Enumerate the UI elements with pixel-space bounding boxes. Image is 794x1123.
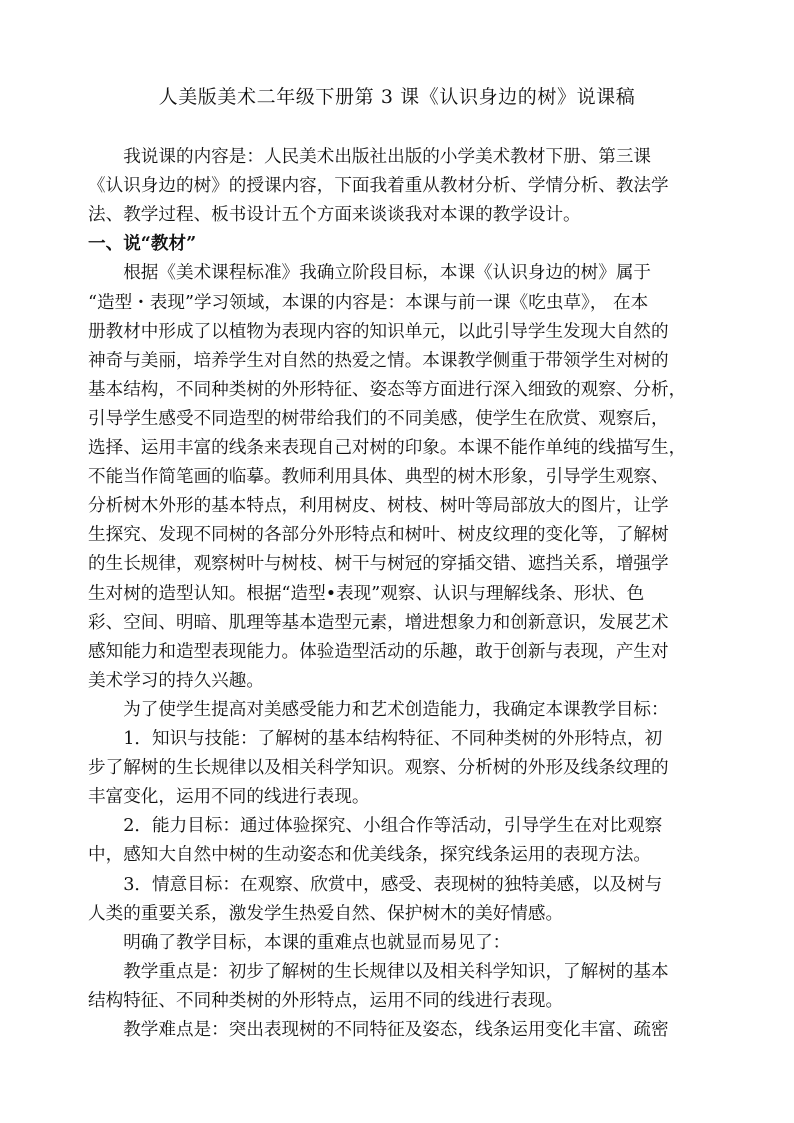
paragraph-line: 人类的重要关系，激发学生热爱自然、保护树木的美好情感。 bbox=[88, 903, 564, 924]
paragraph-line: 生探究、发现不同树的各部分外形特点和树叶、树皮纹理的变化等，了解树 bbox=[88, 525, 669, 546]
paragraph-line: 丰富变化，运用不同的线进行表现。 bbox=[88, 787, 370, 808]
paragraph-line: 册教材中形成了以植物为表现内容的知识单元，以此引导学生发现大自然的 bbox=[88, 321, 669, 342]
paragraph-line: 美术学习的持久兴趣。 bbox=[88, 670, 264, 691]
paragraph-line: 感知能力和造型表现能力。体验造型活动的乐趣，敢于创新与表现，产生对 bbox=[88, 641, 669, 662]
paragraph-line: 根据《美术课程标准》我确立阶段目标，本课《认识身边的树》属于 bbox=[88, 263, 652, 284]
paragraph-line: 神奇与美丽，培养学生对自然的热爱之情。本课教学侧重于带领学生对树的 bbox=[88, 350, 669, 371]
paragraph-line: 的生长规律，观察树叶与树枝、树干与树冠的穿插交错、遮挡关系，增强学 bbox=[88, 554, 669, 575]
paragraph-line: 2．能力目标：通过体验探究、小组合作等活动，引导学生在对比观察 bbox=[88, 816, 663, 837]
section-heading: 一、说“教材” bbox=[88, 233, 197, 255]
paragraph-line: 教学难点是：突出表现树的不同特征及姿态，线条运用变化丰富、疏密 bbox=[88, 1020, 669, 1040]
paragraph-line: 法、教学过程、板书设计五个方面来谈谈我对本课的教学设计。 bbox=[88, 205, 581, 226]
paragraph-line: 我说课的内容是：人民美术出版社出版的小学美术教材下册、第三课 bbox=[88, 147, 652, 167]
paragraph-line: 结构特征、不同种类树的外形特点，运用不同的线进行表现。 bbox=[88, 990, 564, 1011]
paragraph-line: 3．情意目标：在观察、欣赏中，感受、表现树的独特美感，以及树与 bbox=[88, 874, 663, 895]
paragraph-line: 分析树木外形的基本特点，利用树皮、树枝、树叶等局部放大的图片，让学 bbox=[88, 496, 669, 517]
document-title: 人美版美术二年级下册第 3 课《认识身边的树》说课稿 bbox=[158, 86, 636, 108]
paragraph-line: 《认识身边的树》的授课内容，下面我着重从教材分析、学情分析、教法学 bbox=[88, 176, 669, 197]
paragraph-line: 教学重点是：初步了解树的生长规律以及相关科学知识，了解树的基本 bbox=[88, 961, 669, 982]
paragraph-line: 选择、运用丰富的线条来表现自己对树的印象。本课不能作单纯的线描写生， bbox=[88, 438, 687, 458]
paragraph-line: 彩、空间、明暗、肌理等基本造型元素，增进想象力和创新意识，发展艺术 bbox=[88, 612, 669, 633]
paragraph-line: 不能当作简笔画的临摹。教师利用具体、典型的树木形象，引导学生观察、 bbox=[88, 467, 669, 488]
paragraph-line: 中，感知大自然中树的生动姿态和优美线条，探究线条运用的表现方法。 bbox=[88, 845, 652, 866]
paragraph-line: 为了使学生提高对美感受能力和艺术创造能力，我确定本课教学目标： bbox=[88, 699, 669, 720]
paragraph-line: 引导学生感受不同造型的树带给我们的不同美感，使学生在欣赏、观察后， bbox=[88, 408, 669, 429]
paragraph-line: 步了解树的生长规律以及相关科学知识。观察、分析树的外形及线条纹理的 bbox=[88, 758, 669, 779]
paragraph-line: 明确了教学目标，本课的重难点也就显而易见了： bbox=[88, 932, 511, 953]
paragraph-line: 1．知识与技能：了解树的基本结构特征、不同种类树的外形特点，初 bbox=[88, 729, 663, 749]
paragraph-line: 生对树的造型认知。根据“造型•表现”观察、认识与理解线条、形状、色 bbox=[88, 583, 645, 604]
paragraph-line: “造型・表现”学习领域，本课的内容是：本课与前一课《吃虫草》， 在本 bbox=[88, 292, 649, 313]
paragraph-line: 基本结构，不同种类树的外形特征、姿态等方面进行深入细致的观察、分析， bbox=[88, 379, 687, 400]
